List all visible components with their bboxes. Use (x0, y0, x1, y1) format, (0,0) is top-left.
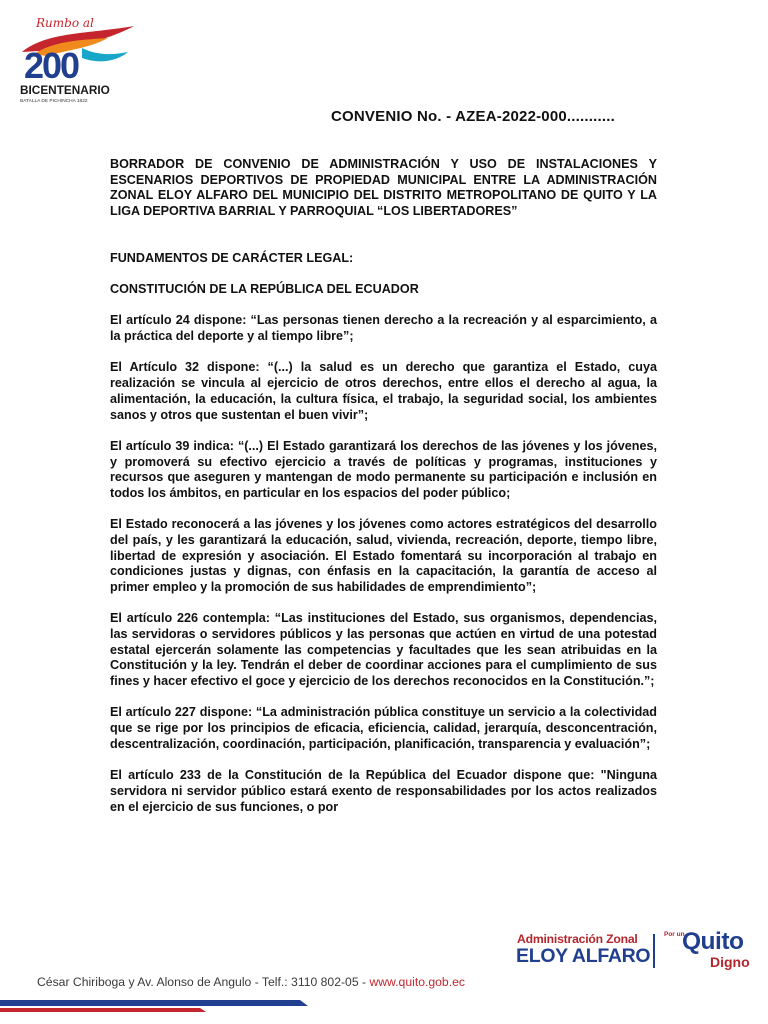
paragraph-articulo-227: El artículo 227 dispone: “La administración pública constituye un servicio a la colectividad que se rige por los principios de eficacia, eficiencia, calidad, jerarquía, desconcentración, descentralización, coordinación, participación, planificación, transparencia y evaluación”; (110, 705, 657, 751)
bicentenario-logo (16, 14, 142, 106)
fundamentos-heading: FUNDAMENTOS DE CARÁCTER LEGAL: (110, 250, 354, 265)
paragraph-articulo-39: El artículo 39 indica: “(...) El Estado garantizará los derechos de las jóvenes y los jóvenes, y promoverá su efectivo ejercicio a través de políticas y programas, instituciones y recursos que aseguren y mantengan de modo permanente su participación e inclusión en todos los ámbitos, en particular en los espacios del poder público; (110, 438, 657, 500)
footer-stripes (0, 996, 768, 1024)
paragraph-articulo-24: El artículo 24 dispone: “Las personas tienen derecho a la recreación y al esparcimiento, a la práctica del deporte y al tiempo libre”; (110, 313, 657, 344)
logo-title-text: BICENTENARIO (20, 83, 110, 97)
document-title: BORRADOR DE CONVENIO DE ADMINISTRACIÓN Y USO DE INSTALACIONES Y ESCENARIOS DEPORTIVOS DE PROPIEDAD MUNICIPAL ENTRE LA ADMINISTRACIÓN ZONAL ELOY ALFARO DEL MUNICIPIO DEL DISTRITO METROPOLITANO DE QUITO Y LA LIGA DEPORTIVA BARRIAL Y PARROQUIAL “LOS LIBERTADORES” (110, 157, 657, 219)
paragraph-articulo-226: El artículo 226 contempla: “Las instituciones del Estado, sus organismos, dependencias, las servidoras o servidores públicos y las personas que actúen en virtud de una potestad estatal ejercerán solamente las competencias y facultades que les sean atribuidas en la Constitución y la ley. Tendrán el deber de coordinar acciones para el cumplimiento de sus fines y hacer efectivo el goce y ejercicio de los derechos reconocidos en la Constitución.”; (110, 611, 657, 689)
footer-logo-divider (653, 934, 655, 968)
logo-script-text: Rumbo al (36, 16, 94, 30)
quito-label: Quito (682, 928, 744, 955)
paragraph-estado-jovenes: El Estado reconocerá a las jóvenes y los jóvenes como actores estratégicos del desarrollo del país, y les garantizará la educación, salud, vivienda, recreación, deporte, tiempo libre, libertad de expresión y asociación. El Estado fomentará su incorporación al trabajo en condiciones justas y dignas, con énfasis en la capacitación, la garantía de acceso al primer empleo y la promoción de sus habilidades de emprendimiento”; (110, 517, 657, 595)
paragraph-articulo-233: El artículo 233 de la Constitución de la República del Ecuador dispone que: "Ninguna servidora ni servidor público estará exento de responsabilidades por los actos realizados en el ejercicio de sus funciones, o por (110, 768, 657, 814)
document-body (110, 157, 657, 815)
admin-zonal-label: Administración Zonal (517, 932, 638, 946)
footer-logo-block (510, 930, 760, 972)
digno-label: Digno (710, 954, 750, 970)
bicentenario-logo-graphic (16, 14, 142, 106)
logo-subtitle-text: BATALLA DE PICHINCHA 1822 (20, 99, 88, 104)
logo-number-text: 200 (24, 45, 79, 86)
constitucion-heading: CONSTITUCIÓN DE LA REPÚBLICA DEL ECUADOR (110, 282, 419, 297)
footer-address (37, 975, 465, 989)
paragraph-articulo-32: El Artículo 32 dispone: “(...) la salud es un derecho que garantiza el Estado, cuya realización se vincula al ejercicio de otros derechos, entre ellos el derecho al agua, la alimentación, la educación, la cultura física, el trabajo, la seguridad social, los ambientes sanos y otros que sustentan el buen vivir”; (110, 360, 657, 422)
convenio-number: CONVENIO No. - AZEA-2022-000........... (331, 108, 615, 125)
website-link[interactable]: www.quito.gob.ec (369, 975, 465, 989)
address-text: César Chiriboga y Av. Alonso de Angulo - Telf.: 3110 802-05 - (37, 975, 370, 989)
eloy-alfaro-label: ELOY ALFARO (516, 945, 651, 967)
por-un-label: Por un (664, 931, 685, 938)
